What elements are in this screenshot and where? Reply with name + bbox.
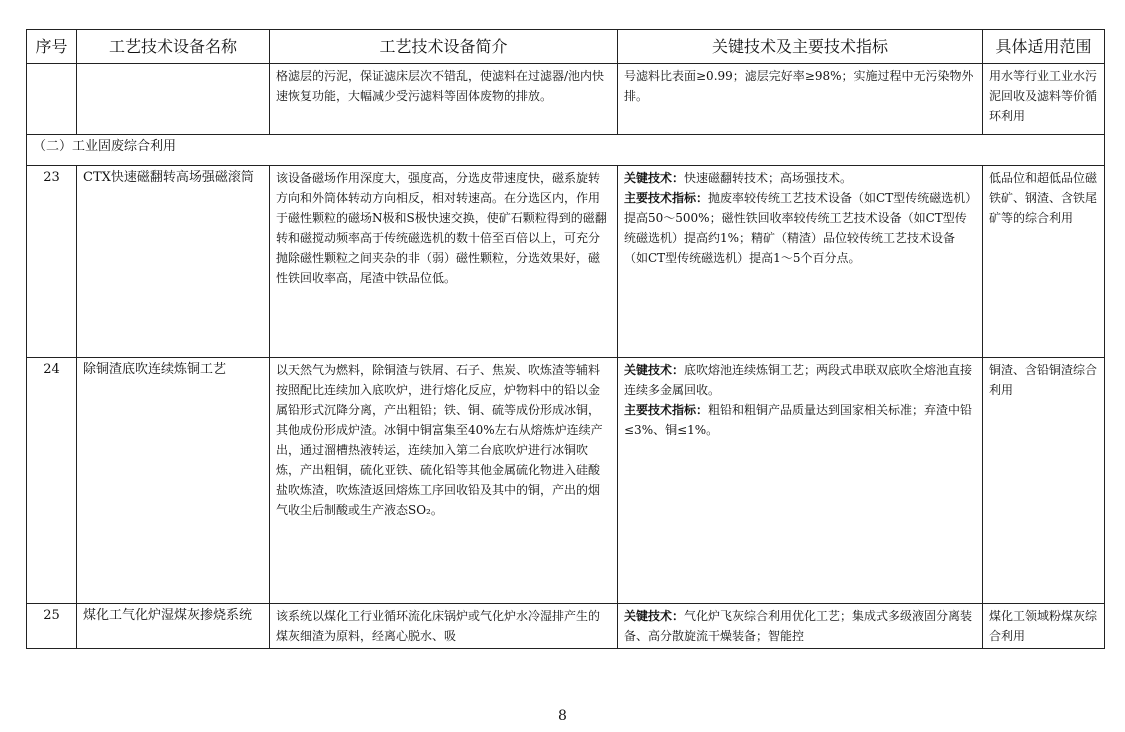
table-row	[27, 604, 1105, 649]
cell-key-tech	[618, 604, 983, 649]
cell-key-tech: 号滤料比表面≥0.99；滤层完好率≥98%；实施过程中无污染物外排。	[618, 64, 983, 135]
table-row-continued	[27, 64, 1105, 135]
cell-intro: 以天然气为燃料，除铜渣与铁屑、石子、焦炭、吹炼渣等辅料按照配比连续加入底吹炉，进行熔化反应，炉物料中的铅以金属铅形式沉降分离，产出粗铅；铁、铜、硫等成份形成冰铜，其他成份形成炉渣。冰铜中铜富集至40%左右从熔炼炉连续产出，通过溜槽热液转运，连续加入第二台底吹炉进行冰铜吹炼，产出粗铜，硫化亚铁、硫化铅等其他金属硫化物进入硅酸盐吹炼渣，吹炼渣返回熔炼工序回收铅及其中的铜，产出的烟气收尘后制酸或生产液态SO₂。	[270, 358, 618, 604]
header-scope: 具体适用范围	[983, 30, 1105, 64]
header-key-tech: 关键技术及主要技术指标	[618, 30, 983, 64]
table-row	[27, 166, 1105, 358]
header-intro: 工艺技术设备简介	[270, 30, 618, 64]
header-number: 序号	[27, 30, 77, 64]
cell-scope: 铜渣、含铅铜渣综合利用	[983, 358, 1105, 604]
key-tech-line	[624, 360, 976, 400]
table-header-row	[27, 30, 1105, 64]
indicator-label: 主要技术指标：	[624, 191, 709, 205]
cell-key-tech	[618, 166, 983, 358]
indicator-text: 粗铅和粗铜产品质量达到国家相关标准；弃渣中铅≤3%、铜≤1%。	[624, 403, 973, 437]
cell-name: 除铜渣底吹连续炼铜工艺	[77, 358, 270, 604]
cell-number: 23	[27, 166, 77, 358]
key-tech-text: 气化炉飞灰综合利用优化工艺；集成式多级液固分离装备、高分散旋流干燥装备；智能控	[624, 609, 973, 643]
indicator-line	[624, 188, 976, 268]
cell-key-tech	[618, 358, 983, 604]
indicator-label: 主要技术指标：	[624, 403, 709, 417]
cell-number: 25	[27, 604, 77, 649]
cell-intro: 格滤层的污泥，保证滤床层次不错乱，使滤料在过滤器/池内快速恢复功能，大幅减少受污滤料等固体废物的排放。	[270, 64, 618, 135]
key-tech-line	[624, 606, 976, 646]
cell-number: 24	[27, 358, 77, 604]
cell-name	[77, 64, 270, 135]
section-title: （二）工业固废综合利用	[27, 135, 1105, 166]
cell-intro: 该系统以煤化工行业循环流化床锅炉或气化炉水冷湿排产生的煤灰细渣为原料，经离心脱水、吸	[270, 604, 618, 649]
cell-scope: 用水等行业工业水污泥回收及滤料等价循环利用	[983, 64, 1105, 135]
cell-scope: 煤化工领域粉煤灰综合利用	[983, 604, 1105, 649]
cell-scope: 低品位和超低品位磁铁矿、钢渣、含铁尾矿等的综合利用	[983, 166, 1105, 358]
policy-table	[26, 29, 1105, 649]
section-row	[27, 135, 1105, 166]
page-number: 8	[558, 708, 567, 724]
indicator-text: 抛废率较传统工艺技术设备（如CT型传统磁选机）提高50～500%；磁性铁回收率较传统工艺技术设备（如CT型传统磁选机）提高约1%；精矿（精渣）品位较传统工艺技术设备（如CT型传统磁选机）提高1～5个百分点。	[624, 191, 972, 265]
key-tech-text: 快速磁翻转技术；高场强技术。	[684, 171, 853, 185]
table-row	[27, 358, 1105, 604]
key-tech-text: 底吹熔池连续炼铜工艺；两段式串联双底吹全熔池直接连续多金属回收。	[624, 363, 973, 397]
key-tech-label: 关键技术：	[624, 609, 685, 623]
cell-intro: 该设备磁场作用深度大，强度高，分选皮带速度快，磁系旋转方向和外筒体转动方向相反，相对转速高。在分选区内，作用于磁性颗粒的磁场N极和S极快速交换，使矿石颗粒得到的磁翻转和磁搅动频率高于传统磁选机的数十倍至百倍以上，可充分抛除磁性颗粒之间夹杂的非（弱）磁性颗粒，分选效果好，磁性铁回收率高，尾渣中铁品位低。	[270, 166, 618, 358]
key-tech-line	[624, 168, 976, 188]
cell-name: 煤化工气化炉湿煤灰掺烧系统	[77, 604, 270, 649]
header-name: 工艺技术设备名称	[77, 30, 270, 64]
cell-number	[27, 64, 77, 135]
key-tech-label: 关键技术：	[624, 363, 685, 377]
key-tech-label: 关键技术：	[624, 171, 685, 185]
indicator-line	[624, 400, 976, 440]
cell-name: CTX快速磁翻转高场强磁滚筒	[77, 166, 270, 358]
